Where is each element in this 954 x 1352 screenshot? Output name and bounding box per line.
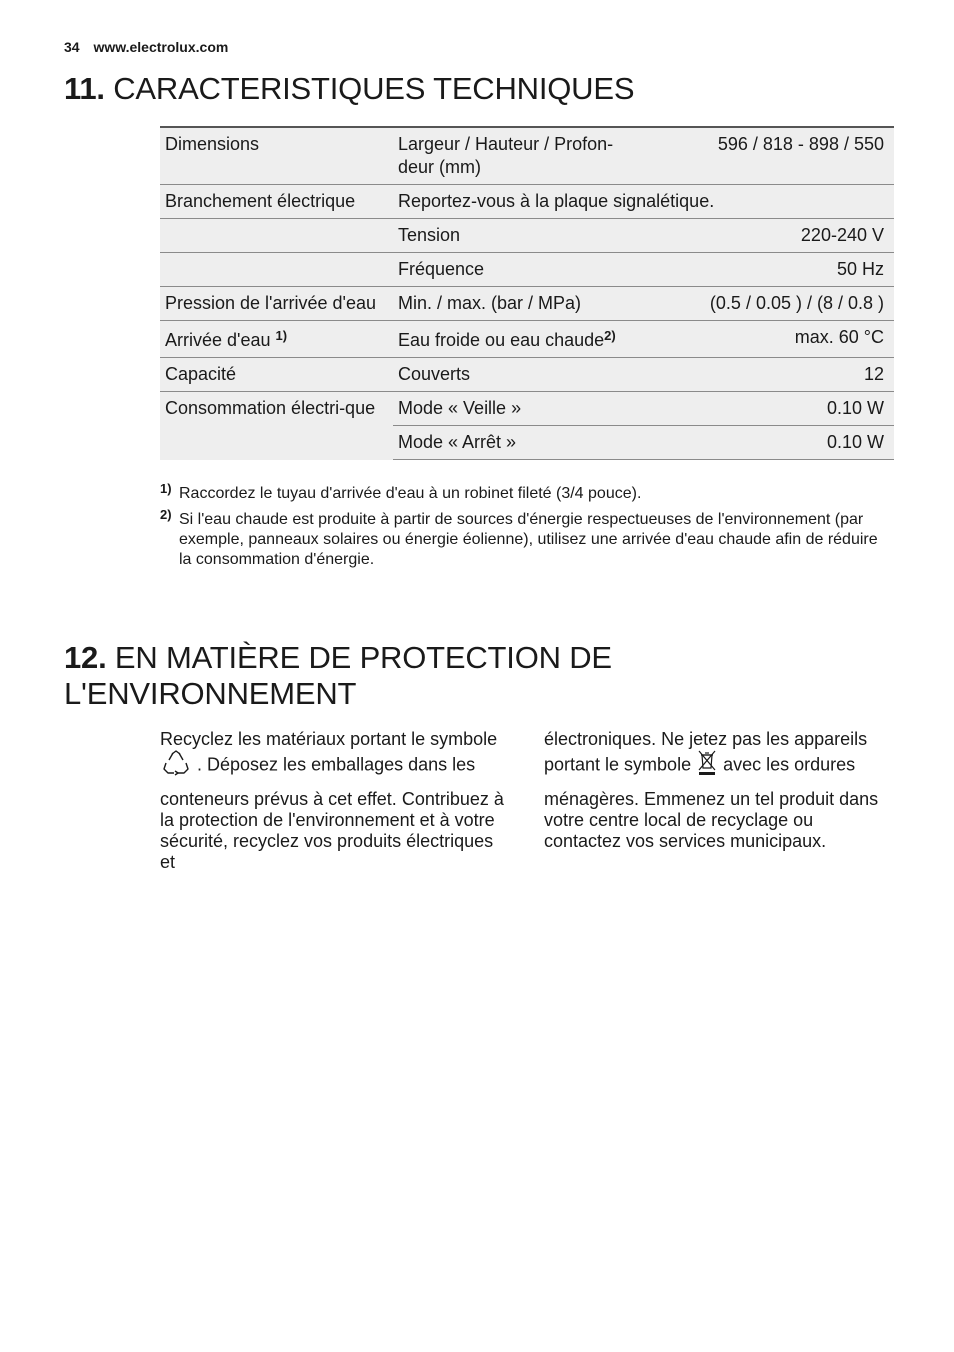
table-cell: Branchement électrique: [160, 185, 393, 219]
footnote-text: Si l'eau chaude est produite à partir de sources d'énergie respectueuses de l'environnement (par exemple, panneaux solaires ou énergie éolienne), utilisez une arrivée d'eau chaude afin de réduire la consommation d'énergie.: [179, 511, 878, 568]
table-cell: [160, 321, 393, 358]
footnote: [160, 507, 890, 570]
text-column-left: [160, 729, 510, 881]
table-cell: Reportez-vous à la plaque signalétique.: [393, 185, 894, 219]
table-cell: Dimensions: [160, 127, 393, 185]
table-cell: [393, 321, 658, 358]
table-row: [160, 185, 894, 219]
section-title-text: EN MATIÈRE DE PROTECTION DE L'ENVIRONNEMENT: [64, 640, 612, 711]
text: avec les ordures: [723, 754, 856, 775]
paragraph: conteneurs prévus à cet effet. Contribuez à la protection de l'environnement et à votre sécurité, recyclez vos produits électriques et: [160, 789, 504, 872]
section-number: 11.: [64, 71, 105, 106]
recycle-icon: [162, 750, 190, 781]
footnote-marker: 1): [160, 481, 172, 496]
footnote-marker: 2): [160, 507, 172, 522]
table-row: [160, 219, 894, 253]
paragraph: [544, 729, 894, 781]
text: . Déposez les emballages dans les: [197, 754, 476, 775]
table-row: [160, 392, 894, 426]
section-title-text: CARACTERISTIQUES TECHNIQUES: [113, 71, 635, 106]
table-cell: 0.10 W: [658, 392, 894, 426]
section-number: 12.: [64, 640, 107, 675]
footnote-text: Raccordez le tuyau d'arrivée d'eau à un robinet fileté (3/4 pouce).: [179, 485, 642, 502]
table-row: [160, 127, 894, 185]
specifications-table: [160, 126, 894, 460]
table-cell: Largeur / Hauteur / Profon-deur (mm): [393, 127, 658, 185]
table-row: [160, 287, 894, 321]
table-cell: Pression de l'arrivée d'eau: [160, 287, 393, 321]
table-cell: (0.5 / 0.05 ) / (8 / 0.8 ): [658, 287, 894, 321]
website-url: www.electrolux.com: [93, 39, 229, 55]
crossed-bin-icon: [698, 750, 716, 781]
footnote: [160, 481, 890, 504]
cell-text: Eau froide ou eau chaude: [398, 330, 605, 350]
table-cell: 12: [658, 358, 894, 392]
paragraph: [160, 729, 510, 781]
paragraph: ménagères. Emmenez un tel produit dans votre centre local de recyclage ou contactez vos services municipaux.: [544, 789, 879, 851]
table-cell: max. 60 °C: [658, 321, 894, 358]
table-row: [160, 358, 894, 392]
footnote-ref: 2): [604, 328, 616, 343]
table-cell: 596 / 818 - 898 / 550: [658, 127, 894, 185]
table-cell: Mode « Veille »: [393, 392, 658, 426]
table-cell: Tension: [393, 219, 658, 253]
table-row: [160, 253, 894, 287]
table-cell: 50 Hz: [658, 253, 894, 287]
section-11-title: [64, 71, 634, 107]
table-cell: [160, 219, 393, 253]
footnote-ref: 1): [275, 328, 288, 343]
table-cell: [160, 253, 393, 287]
cell-text: Arrivée d'eau: [165, 330, 271, 350]
table-cell: 0.10 W: [658, 426, 894, 460]
page-header: [64, 39, 228, 55]
table-cell: Couverts: [393, 358, 658, 392]
section-12-title: [64, 640, 684, 712]
text-column-right: [544, 729, 894, 860]
table-cell: Min. / max. (bar / MPa): [393, 287, 658, 321]
table-cell: Capacité: [160, 358, 393, 392]
text: Recyclez les matériaux portant le symbole: [160, 729, 498, 749]
table-cell: 220-240 V: [658, 219, 894, 253]
table-cell: Fréquence: [393, 253, 658, 287]
table-cell: Consommation électri-que: [160, 392, 393, 460]
table-row: [160, 321, 894, 358]
table-cell: Mode « Arrêt »: [393, 426, 658, 460]
text: électroniques. Ne jetez pas les appareils portant le symbole: [544, 729, 868, 775]
page-number: 34: [64, 39, 80, 55]
